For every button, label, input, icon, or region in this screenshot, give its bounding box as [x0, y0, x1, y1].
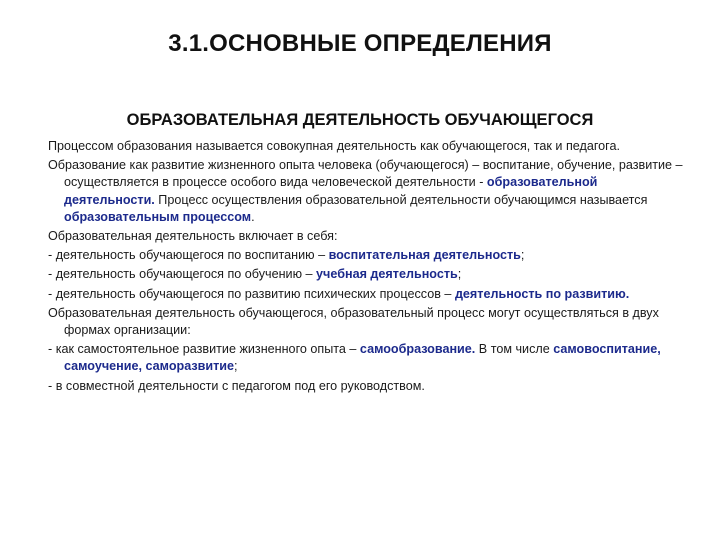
term-educational-activity: образовательной деятельности.	[64, 175, 598, 207]
text-span: ;	[457, 267, 462, 282]
list-item-development	[48, 286, 684, 303]
list-item-learning	[48, 266, 684, 283]
list-item-self-education	[48, 341, 684, 375]
term-learning-activity: учебная деятельность	[316, 267, 458, 282]
text-span: - как самостоятельное развитие жизненного опыта –	[48, 342, 360, 357]
text-span: ;	[520, 248, 525, 263]
term-educational-process: образовательным процессом	[64, 209, 252, 224]
list-item-joint-activity	[48, 378, 684, 395]
term-self-education: самообразование.	[359, 342, 476, 357]
term-self-development: самовоспитание, самоучение, саморазвитие	[64, 342, 661, 374]
paragraph-includes	[48, 228, 684, 245]
term-development-activity: деятельность по развитию.	[454, 286, 630, 301]
text-span: Образовательная деятельность обучающегося, образовательный процесс могут осуществляться в двух формах организации:	[48, 305, 659, 338]
text-span: Процессом образования	[48, 139, 193, 153]
text-span: Образование как развитие жизненного опыта человека (обучающегося) – воспитание, обучение, развитие – осуществляется в процессе особого вида человеческой деятельности -	[48, 158, 683, 190]
text-span: называется совокупная деятельность как обучающегося, так и педагога.	[192, 139, 620, 153]
text-span: - деятельность обучающегося по развитию психических процессов –	[48, 286, 455, 301]
paragraph-two-forms	[48, 305, 684, 339]
slide-subtitle: ОБРАЗОВАТЕЛЬНАЯ ДЕЯТЕЛЬНОСТЬ ОБУЧАЮЩЕГОСЯ	[126, 111, 594, 129]
text-span: В том числе	[475, 342, 554, 357]
paragraph-education-as-development	[48, 157, 684, 226]
text-span: - деятельность обучающегося по обучению –	[48, 267, 317, 282]
list-item-upbringing	[48, 247, 684, 264]
text-span: .	[251, 209, 255, 224]
slide-title: 3.1.ОСНОВНЫЕ ОПРЕДЕЛЕНИЯ	[168, 30, 552, 57]
text-span: Образовательная деятельность включает в себя:	[48, 229, 338, 244]
text-span: - в совместной деятельности с педагогом под его руководством.	[48, 378, 425, 393]
term-upbringing-activity: воспитательная деятельность	[328, 248, 521, 263]
text-span: - деятельность обучающегося по воспитанию –	[48, 248, 329, 263]
content-body	[48, 138, 684, 397]
text-span: Процесс осуществления образовательной деятельности обучающимся называется	[154, 192, 648, 207]
paragraph-process-of-education	[48, 138, 684, 155]
text-span: ;	[234, 359, 238, 374]
